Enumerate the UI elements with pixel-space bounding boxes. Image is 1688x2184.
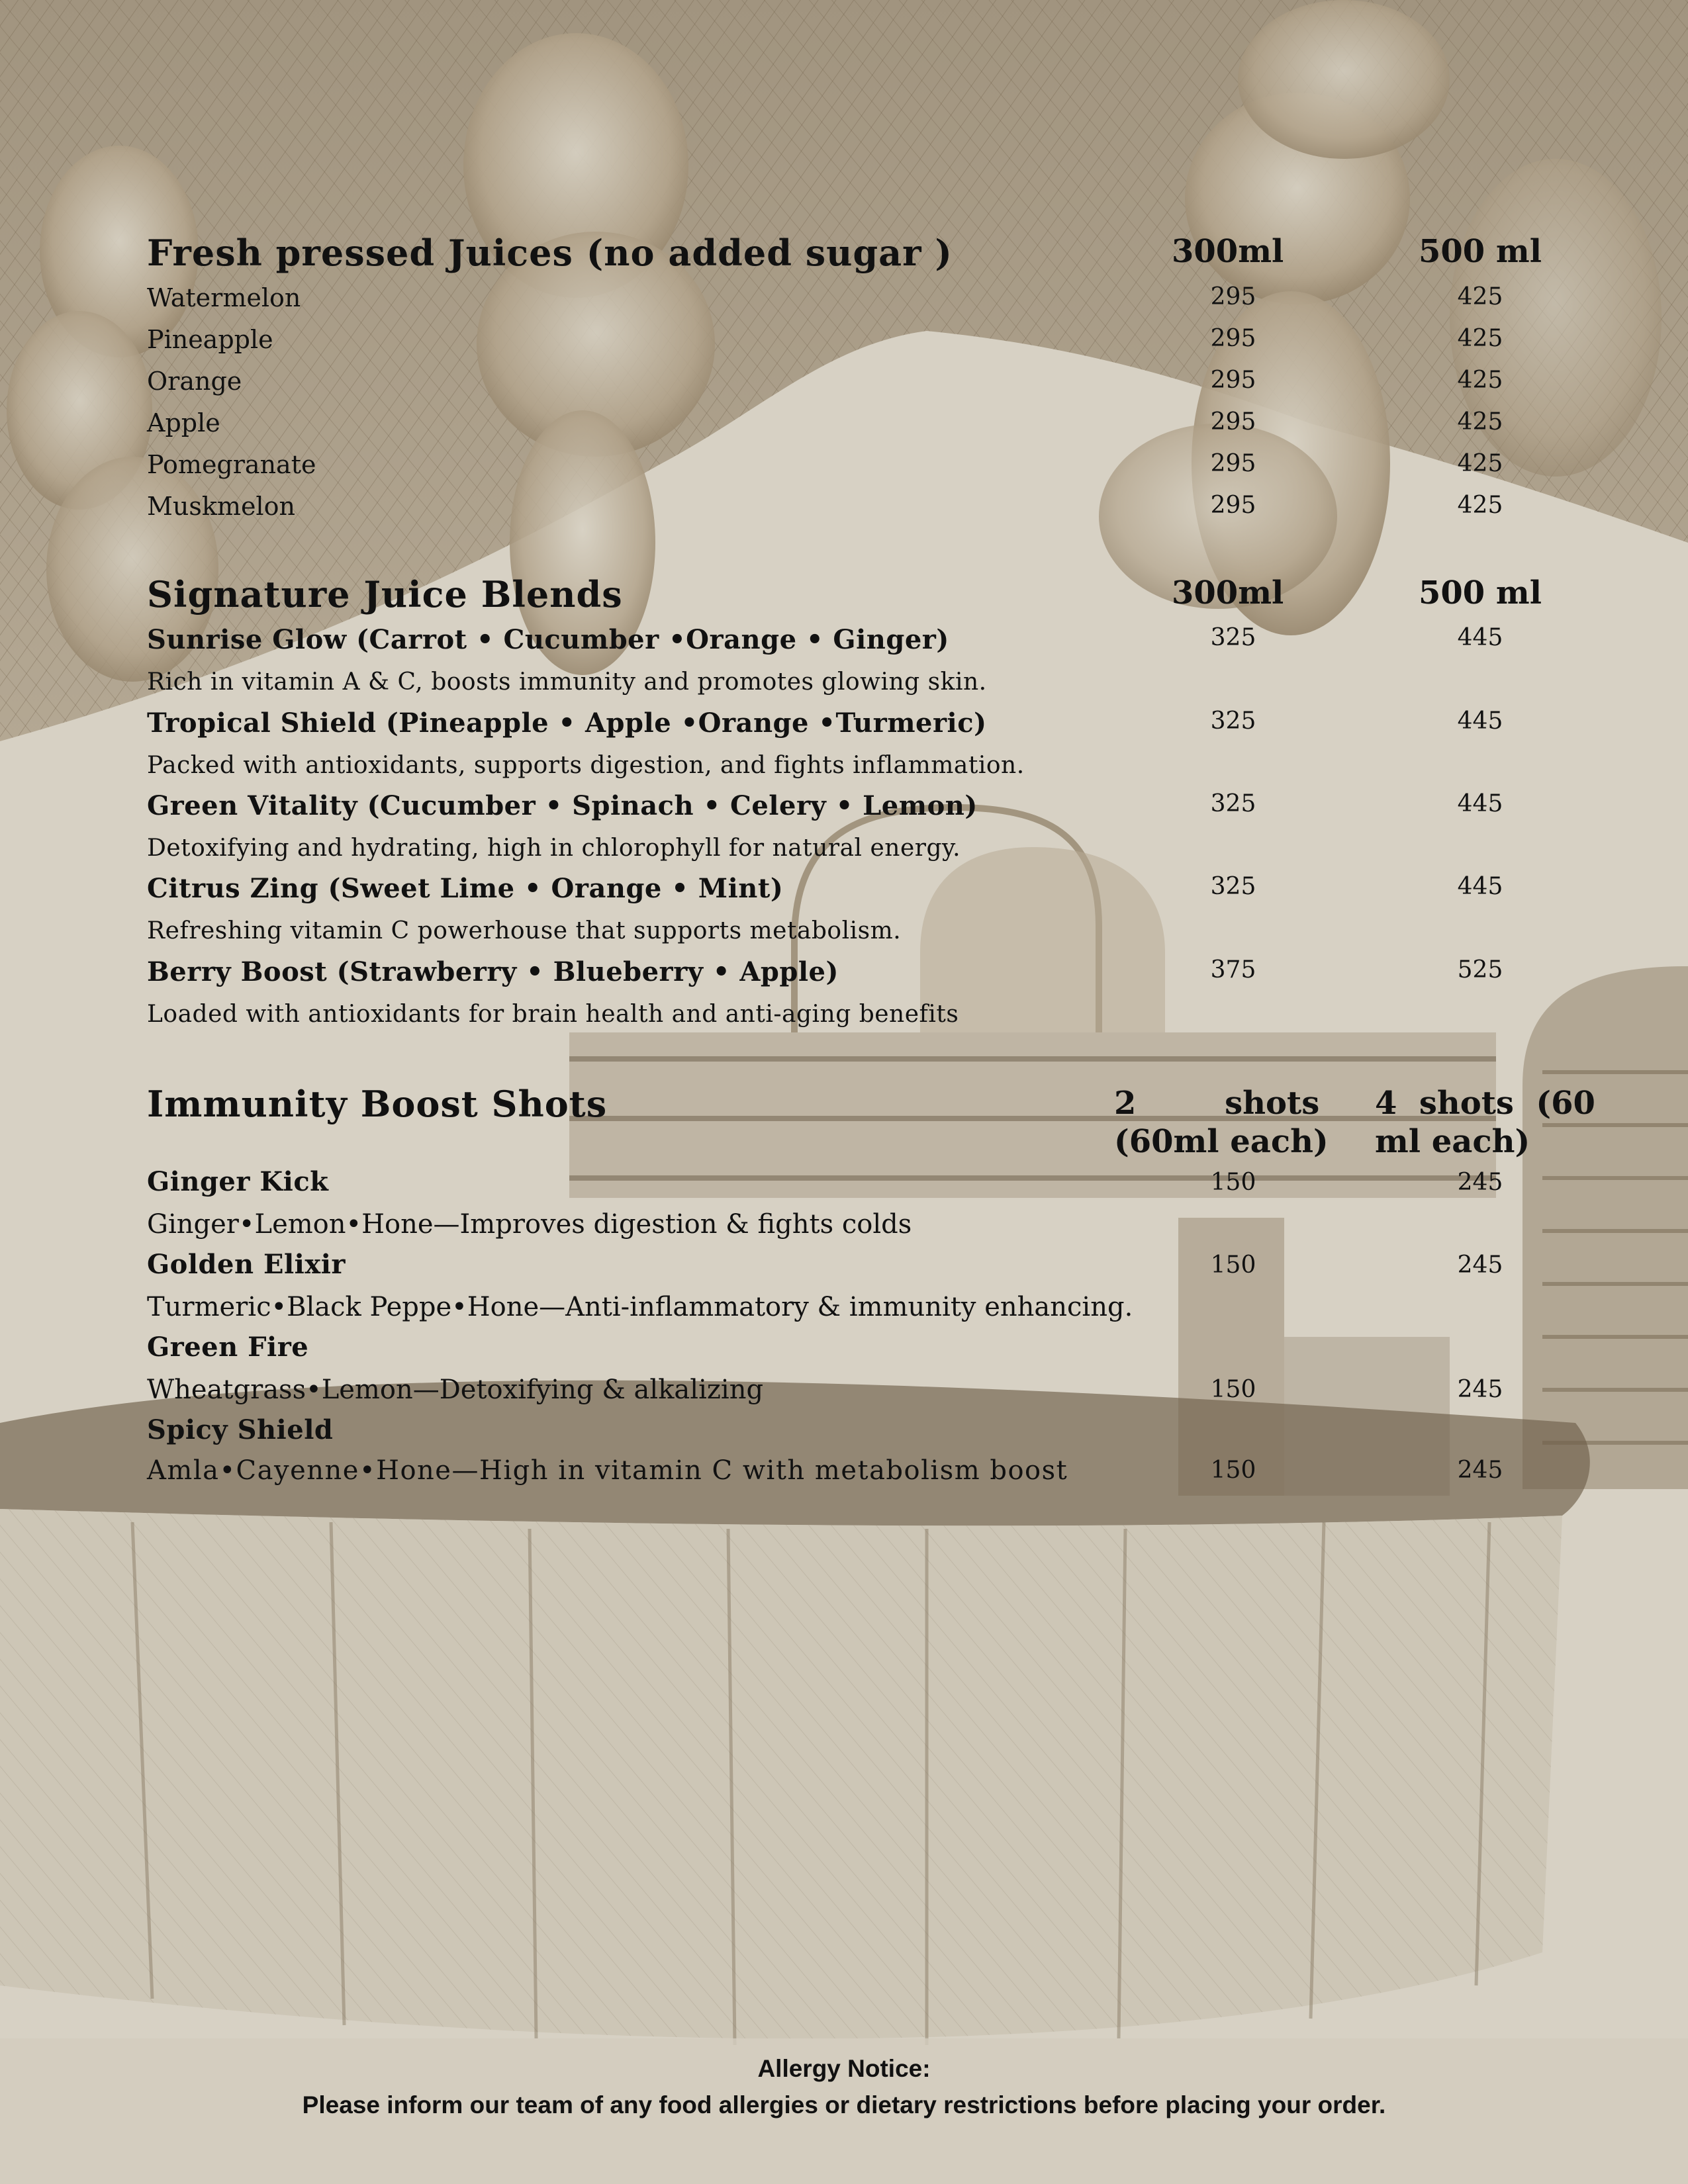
- item-description: Amla•Cayenne•Hone—High in vitamin C with metabolism boost: [147, 1455, 1068, 1486]
- fresh-juices-title: Fresh pressed Juices (no added sugar ): [147, 232, 953, 274]
- item-name: Muskmelon: [147, 492, 295, 521]
- item-name: Berry Boost (Strawberry • Blueberry • Apple): [147, 956, 839, 987]
- price-500ml: 425: [1457, 450, 1503, 477]
- item-name: Spicy Shield: [147, 1414, 334, 1445]
- menu-item-row: [0, 956, 1688, 996]
- item-name: Green Vitality (Cucumber • Spinach • Celery • Lemon): [147, 790, 978, 821]
- price-500ml: 445: [1457, 707, 1503, 735]
- price-300ml: 295: [1210, 283, 1256, 310]
- price-300ml: 295: [1210, 325, 1256, 352]
- item-description: Rich in vitamin A & C, boosts immunity and promotes glowing skin.: [147, 668, 987, 696]
- price-300ml: 295: [1210, 450, 1256, 477]
- price-2-shots: 150: [1210, 1457, 1256, 1484]
- allergy-notice-text: Please inform our team of any food allergies or dietary restrictions before placing your order.: [302, 2091, 1386, 2118]
- price-2-shots: 150: [1210, 1251, 1256, 1279]
- item-name: Citrus Zing (Sweet Lime • Orange • Mint): [147, 873, 784, 904]
- item-description: Loaded with antioxidants for brain health and anti-aging benefits: [147, 1001, 959, 1028]
- item-description: Refreshing vitamin C powerhouse that supports metabolism.: [147, 917, 902, 944]
- price-500ml: 425: [1457, 492, 1503, 519]
- immunity-shots-title: Immunity Boost Shots: [147, 1083, 608, 1125]
- menu-item-row: [0, 873, 1688, 913]
- fresh-col-300ml: 300ml: [1172, 233, 1284, 270]
- price-500ml: 445: [1457, 624, 1503, 651]
- menu-item-desc-row: [0, 1375, 1688, 1414]
- item-name: Apple: [147, 408, 220, 437]
- price-300ml: 295: [1210, 367, 1256, 394]
- menu-item-row: [0, 283, 1688, 323]
- price-4-shots: 245: [1457, 1251, 1503, 1279]
- menu-item-row: [0, 790, 1688, 830]
- blends-col-300ml: 300ml: [1172, 574, 1284, 612]
- shots-col-4: [1375, 1084, 1595, 1161]
- menu-item-desc-row: [0, 1455, 1688, 1495]
- price-300ml: 325: [1210, 873, 1256, 900]
- price-2-shots: 150: [1210, 1169, 1256, 1196]
- menu-item-row: [0, 1166, 1688, 1206]
- price-500ml: 445: [1457, 790, 1503, 817]
- shots-col-2-line2: (60ml each): [1114, 1123, 1329, 1160]
- menu-item-row: [0, 325, 1688, 365]
- allergy-notice-title: Allergy Notice:: [757, 2055, 931, 2082]
- menu-item-row: [0, 492, 1688, 531]
- price-300ml: 375: [1210, 956, 1256, 983]
- price-500ml: 425: [1457, 325, 1503, 352]
- price-500ml: 525: [1457, 956, 1503, 983]
- item-name: Pomegranate: [147, 450, 316, 479]
- menu-item-row: [0, 1414, 1688, 1454]
- menu-item-row: [0, 1332, 1688, 1371]
- menu-item-row: [0, 1249, 1688, 1289]
- price-4-shots: 245: [1457, 1169, 1503, 1196]
- price-500ml: 425: [1457, 283, 1503, 310]
- price-300ml: 325: [1210, 707, 1256, 735]
- item-description: Turmeric•Black Peppe•Hone—Anti-inflammatory & immunity enhancing.: [147, 1292, 1133, 1322]
- item-name: Green Fire: [147, 1332, 309, 1363]
- menu-item-row: [0, 367, 1688, 406]
- shots-col-4-line2: ml each): [1375, 1123, 1530, 1160]
- price-300ml: 325: [1210, 624, 1256, 651]
- price-300ml: 295: [1210, 408, 1256, 435]
- item-name: Tropical Shield (Pineapple • Apple •Orange •Turmeric): [147, 707, 987, 739]
- item-description: Packed with antioxidants, supports digestion, and fights inflammation.: [147, 752, 1025, 779]
- item-name: Sunrise Glow (Carrot • Cucumber •Orange • Ginger): [147, 624, 949, 655]
- price-4-shots: 245: [1457, 1457, 1503, 1484]
- signature-blends-title: Signature Juice Blends: [147, 573, 623, 615]
- price-2-shots: 150: [1210, 1376, 1256, 1403]
- price-500ml: 425: [1457, 367, 1503, 394]
- price-500ml: 445: [1457, 873, 1503, 900]
- item-description: Ginger•Lemon•Hone—Improves digestion & fights colds: [147, 1209, 912, 1240]
- menu-item-row: [0, 707, 1688, 747]
- item-name: Golden Elixir: [147, 1249, 346, 1280]
- item-description: Detoxifying and hydrating, high in chlorophyll for natural energy.: [147, 835, 961, 862]
- price-300ml: 295: [1210, 492, 1256, 519]
- blends-col-500ml: 500 ml: [1419, 574, 1542, 612]
- shots-col-2: [1114, 1084, 1329, 1161]
- item-description: Wheatgrass•Lemon—Detoxifying & alkalizing: [147, 1375, 764, 1405]
- price-300ml: 325: [1210, 790, 1256, 817]
- item-name: Orange: [147, 367, 242, 396]
- price-4-shots: 245: [1457, 1376, 1503, 1403]
- item-name: Pineapple: [147, 325, 273, 354]
- shots-col-4-line1: 4 shots (60: [1375, 1085, 1595, 1122]
- item-name: Watermelon: [147, 283, 301, 312]
- item-name: Ginger Kick: [147, 1166, 329, 1197]
- shots-col-2-line1: 2 shots: [1114, 1085, 1320, 1122]
- menu-item-row: [0, 408, 1688, 448]
- menu-item-row: [0, 450, 1688, 490]
- price-500ml: 425: [1457, 408, 1503, 435]
- menu-item-row: [0, 624, 1688, 664]
- fresh-col-500ml: 500 ml: [1419, 233, 1542, 270]
